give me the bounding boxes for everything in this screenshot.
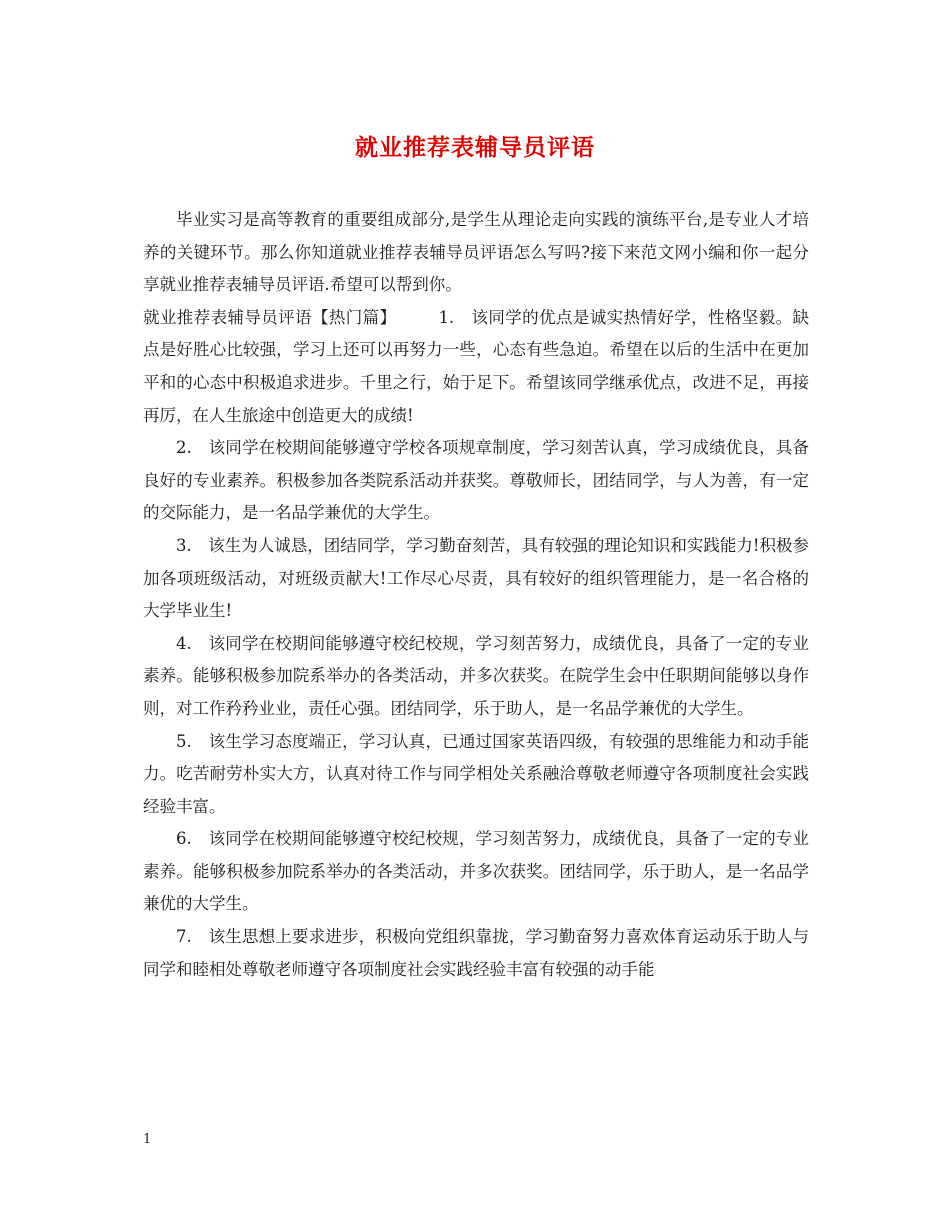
page-number: 1 <box>143 1132 152 1147</box>
document-title: 就业推荐表辅导员评语 <box>355 134 595 161</box>
comment-item-1: 1. 该同学的优点是诚实热情好学，性格坚毅。缺点是好胜心比较强，学习上还可以再努力一些，心态有些急迫。希望在以后的生活中在更加平和的心态中积极追求进步。千里之行，始于足下。希望该同学继承优点，改进不足，再接再厉，在人生旅途中创造更大的成绩! <box>143 307 809 425</box>
comment-item-5: 5. 该生学习态度端正，学习认真，已通过国家英语四级，有较强的思维能力和动手能力。吃苦耐劳朴实大方，认真对待工作与同学相处关系融洽尊敬老师遵守各项制度社会实践经验丰富。 <box>143 731 809 816</box>
comment-item-6: 6. 该同学在校期间能够遵守校纪校规，学习刻苦努力，成绩优良，具备了一定的专业素养。能够积极参加院系举办的各类活动，并多次获奖。团结同学，乐于助人，是一名品学兼优的大学生。 <box>143 829 809 914</box>
comment-item-7: 7. 该生思想上要求进步，积极向党组织靠拢，学习勤奋努力喜欢体育运动乐于助人与同学和睦相处尊敬老师遵守各项制度社会实践经验丰富有较强的动手能 <box>143 927 809 979</box>
comment-item-4: 4. 该同学在校期间能够遵守校纪校规，学习刻苦努力，成绩优良，具备了一定的专业素养。能够积极参加院系举办的各类活动，并多次获奖。在院学生会中任职期间能够以身作则，对工作矜矜业业，责任心强。团结同学，乐于助人，是一名品学兼优的大学生。 <box>143 633 809 718</box>
comment-item-3: 3. 该生为人诚恳，团结同学，学习勤奋刻苦，具有较强的理论知识和实践能力!积极参加各项班级活动，对班级贡献大!工作尽心尽责，具有较好的组织管理能力，是一名合格的大学毕业生! <box>143 535 809 621</box>
document-body <box>143 204 809 986</box>
intro-paragraph: 毕业实习是高等教育的重要组成部分,是学生从理论走向实践的演练平台,是专业人才培养的关键环节。那么你知道就业推荐表辅导员评语怎么写吗?接下来范文网小编和你一起分享就业推荐表辅导员评语.希望可以帮到你。 <box>143 210 809 295</box>
section-paragraph <box>143 302 809 432</box>
section-heading: 就业推荐表辅导员评语【热门篇】 <box>143 307 397 327</box>
comment-item-2: 2. 该同学在校期间能够遵守学校各项规章制度，学习刻苦认真，学习成绩优良，具备良好的专业素养。积极参加各类院系活动并获奖。尊敬师长，团结同学，与人为善，有一定的交际能力，是一名品学兼优的大学生。 <box>143 438 809 523</box>
